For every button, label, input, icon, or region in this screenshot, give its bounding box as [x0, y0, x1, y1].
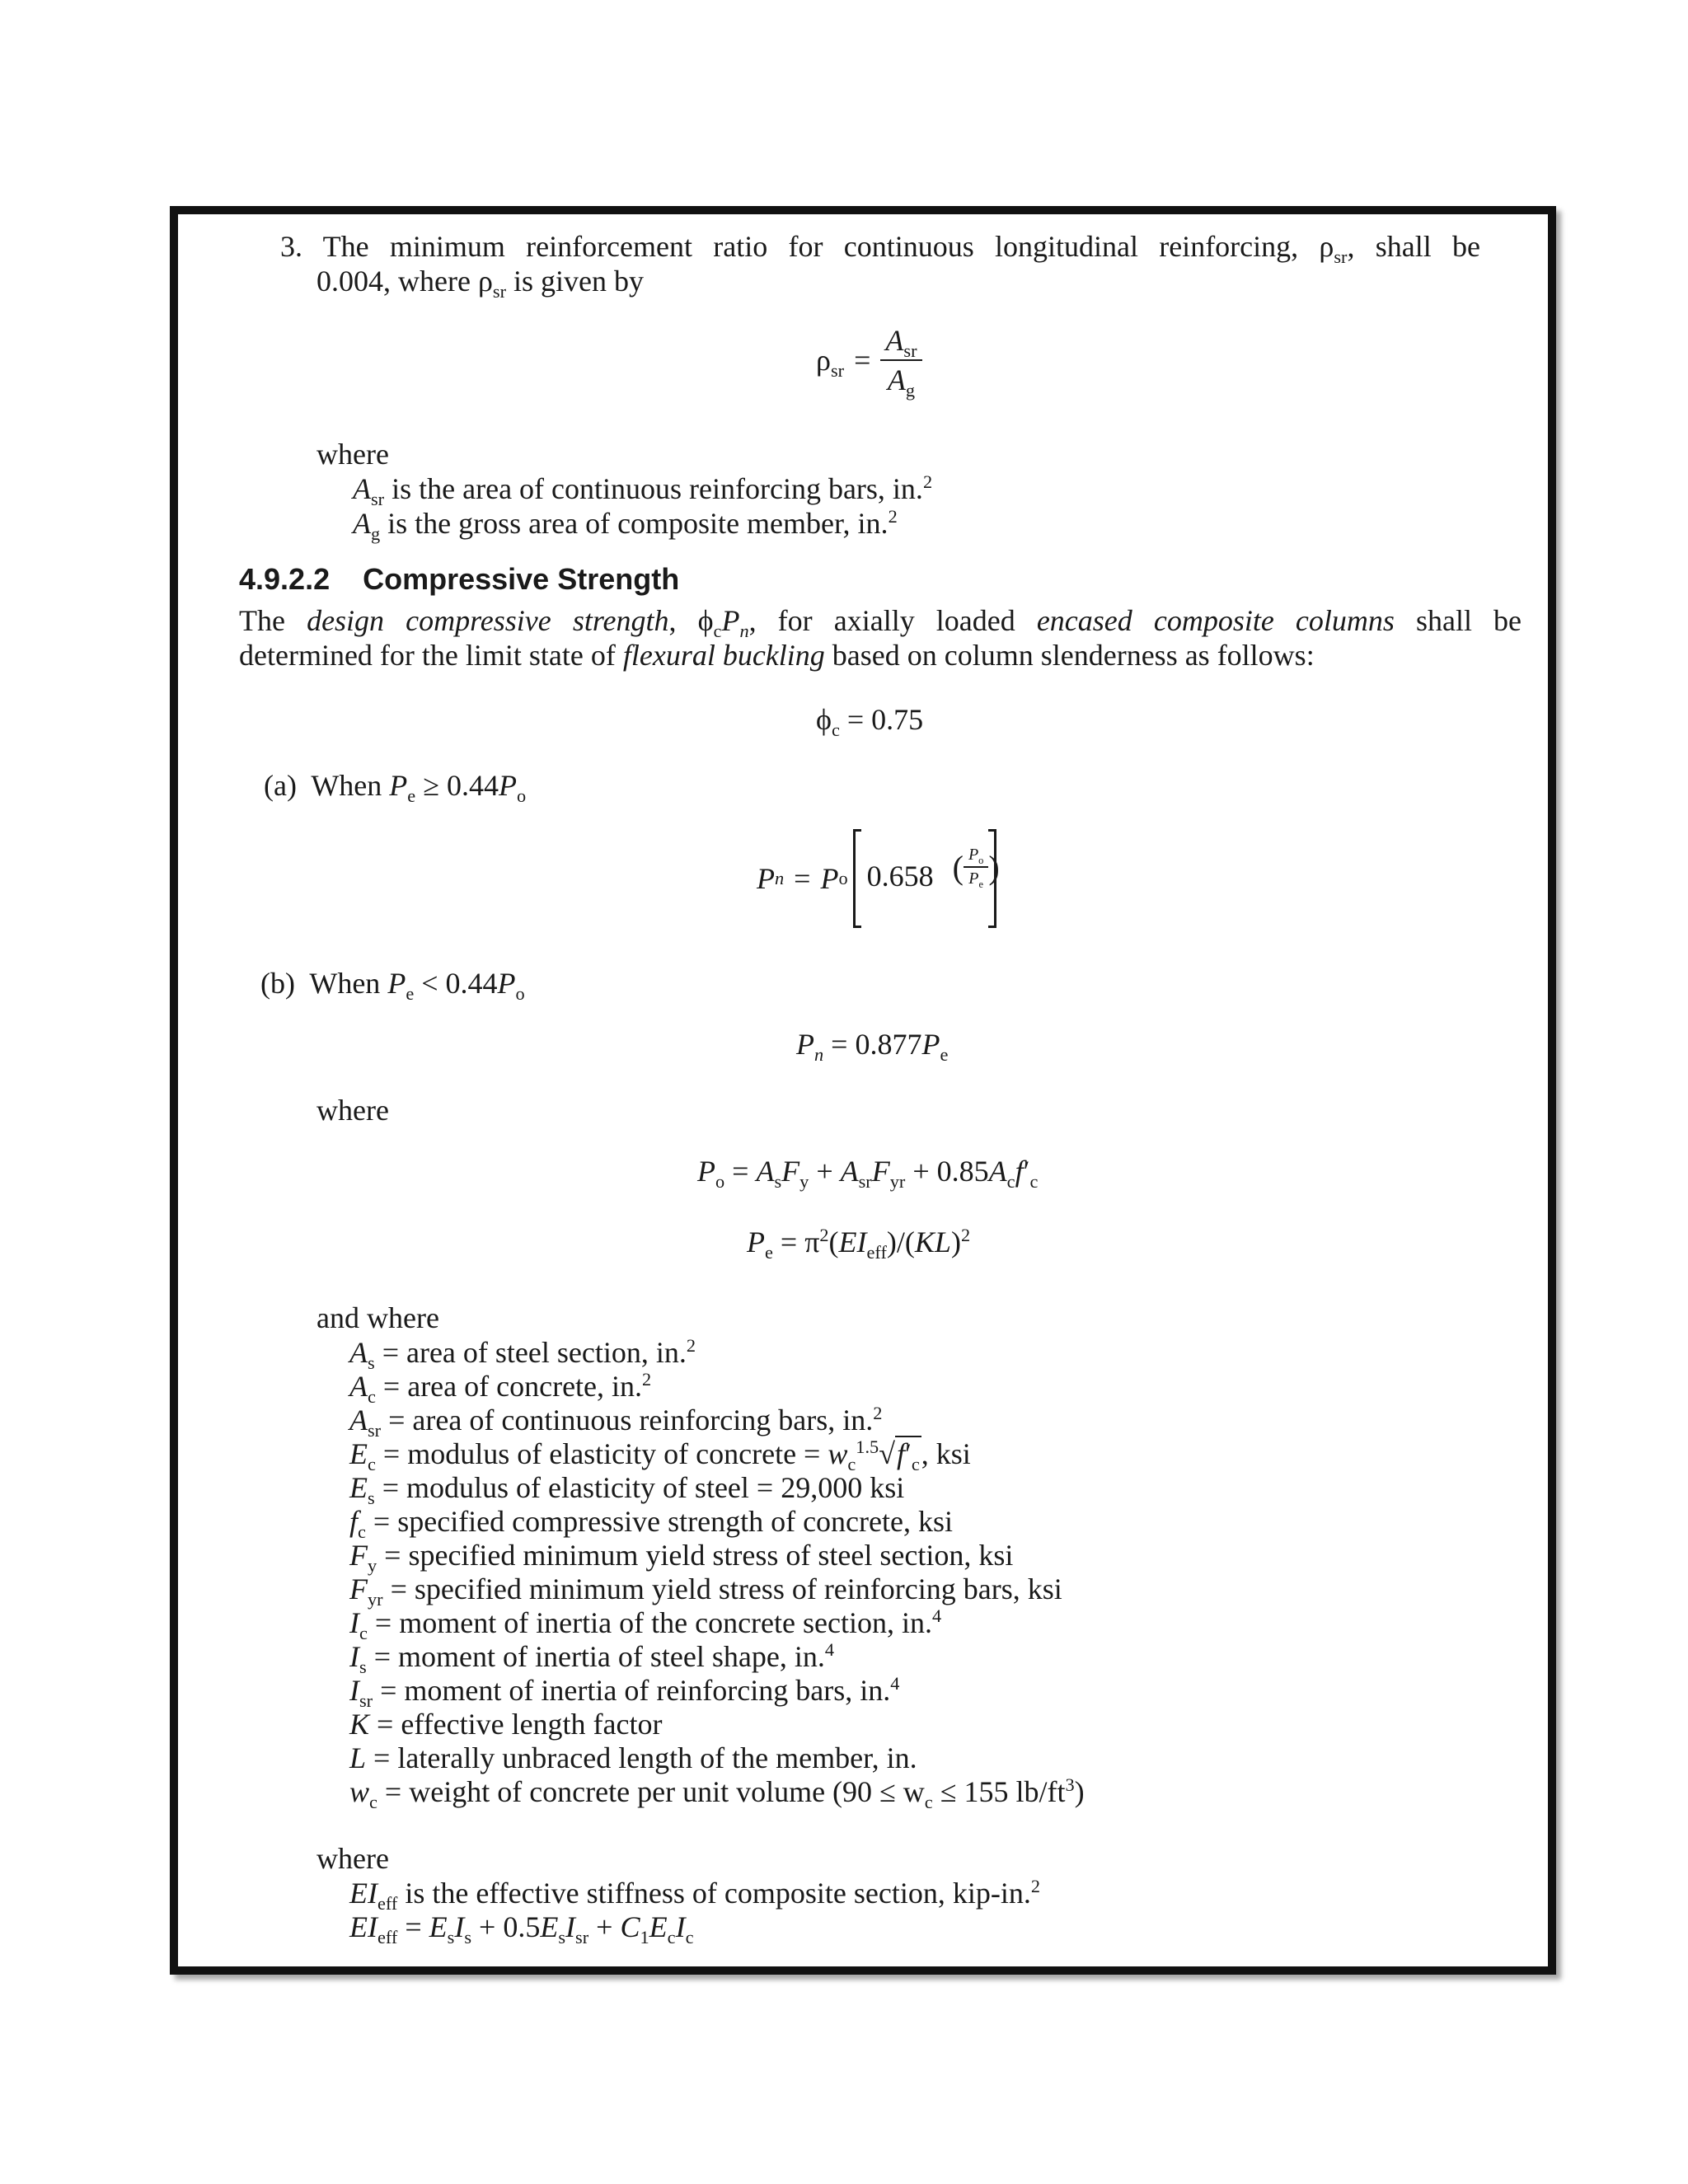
def-k: K = effective length factor [349, 1708, 663, 1741]
def-l: L = laterally unbraced length of the member, in. [349, 1741, 917, 1774]
def-fy: $F_y$ = specified minimum yield stress of steel section, ksi [349, 1539, 1014, 1577]
def-ac: $A_c$ = area of concrete, in.$^2$ [349, 1369, 652, 1408]
eq-po: $P_o = A_sF_y + A_{sr}F_{yr} + 0.85A_cf'_c$ [697, 1155, 1039, 1193]
eq-rho-sr: $\rho_{sr}$ = $\frac{A_{sr}}{A_g}$ [816, 323, 922, 397]
eq-phi-c: $\phi_c = 0.75$ [816, 703, 924, 741]
section-heading: 4.9.2.2 Compressive Strength [239, 562, 680, 596]
eq-pe: $P_e = \pi^2(EI_{eff})/(KL)^2$ [747, 1225, 971, 1263]
def-is: $I_s$ = moment of inertia of steel shape, in.$^4$ [349, 1639, 834, 1678]
eq-pn-inelastic: P n = P o 0.658 ( $\frac{P_o}{P_e}$ ) [757, 829, 996, 928]
and-where-label: and where [316, 1301, 439, 1334]
def-isr: $I_{sr}$ = moment of inertia of reinforcing bars, in.$^4$ [349, 1673, 900, 1712]
where-label-2: where [316, 1094, 389, 1127]
where-label-3: where [316, 1842, 389, 1875]
eq-pn-elastic: $P_n = 0.877P_e$ [796, 1028, 949, 1066]
def-wc: $w_c$ = weight of concrete per unit volume ($90 \le w_c \le 155$ $lb/ft^3$) [349, 1774, 1085, 1813]
case-a: (a) When $P_e \ge 0.44P_o$ [264, 769, 527, 807]
def-as: $A_s$ = area of steel section, in.$^2$ [349, 1335, 696, 1374]
where-label-1: where [316, 438, 389, 471]
section-para-line1: The design compressive strength, $\phi_cP_n$, for axially loaded encased composite columns shall be [239, 604, 1522, 642]
def-es: $E_s$ = modulus of elasticity of steel = 29,000 ksi [349, 1471, 905, 1509]
item3-line1: 3. The minimum reinforcement ratio for continuous longitudinal reinforcing, $\rho_{sr}$, shall be [280, 230, 1480, 268]
def-asr: $A_{sr}$ is the area of continuous reinforcing bars, in.$^2$ [353, 471, 933, 510]
def-ag: $A_g$ is the gross area of composite member, in.$^2$ [353, 506, 898, 545]
case-b: (b) When $P_e < 0.44P_o$ [260, 967, 525, 1005]
def-fc: $f_c$ = specified compressive strength of concrete, ksi [349, 1505, 953, 1543]
eq-ei-eff: $EI_{eff} = E_sI_s + 0.5E_sI_{sr} + C_1E_cI_c$ [349, 1910, 694, 1948]
def-fyr: $F_{yr}$ = specified minimum yield stress of reinforcing bars, ksi [349, 1572, 1062, 1610]
def-ei-eff: $EI_{eff}$ is the effective stiffness of composite section, kip-in.$^2$ [349, 1876, 1041, 1915]
section-para-line2: determined for the limit state of flexural buckling based on column slenderness as follows: [239, 639, 1315, 672]
def-ic: $I_c$ = moment of inertia of the concrete section, in.$^4$ [349, 1605, 942, 1644]
def-asr-2: $A_{sr}$ = area of continuous reinforcing bars, in.$^2$ [349, 1403, 883, 1441]
item3-line2: 0.004, where $\rho_{sr}$ is given by [316, 265, 645, 302]
def-ec: $E_c$ = modulus of elasticity of concrete = $w_c^{1.5}√f'_c$, ksi [349, 1436, 971, 1475]
